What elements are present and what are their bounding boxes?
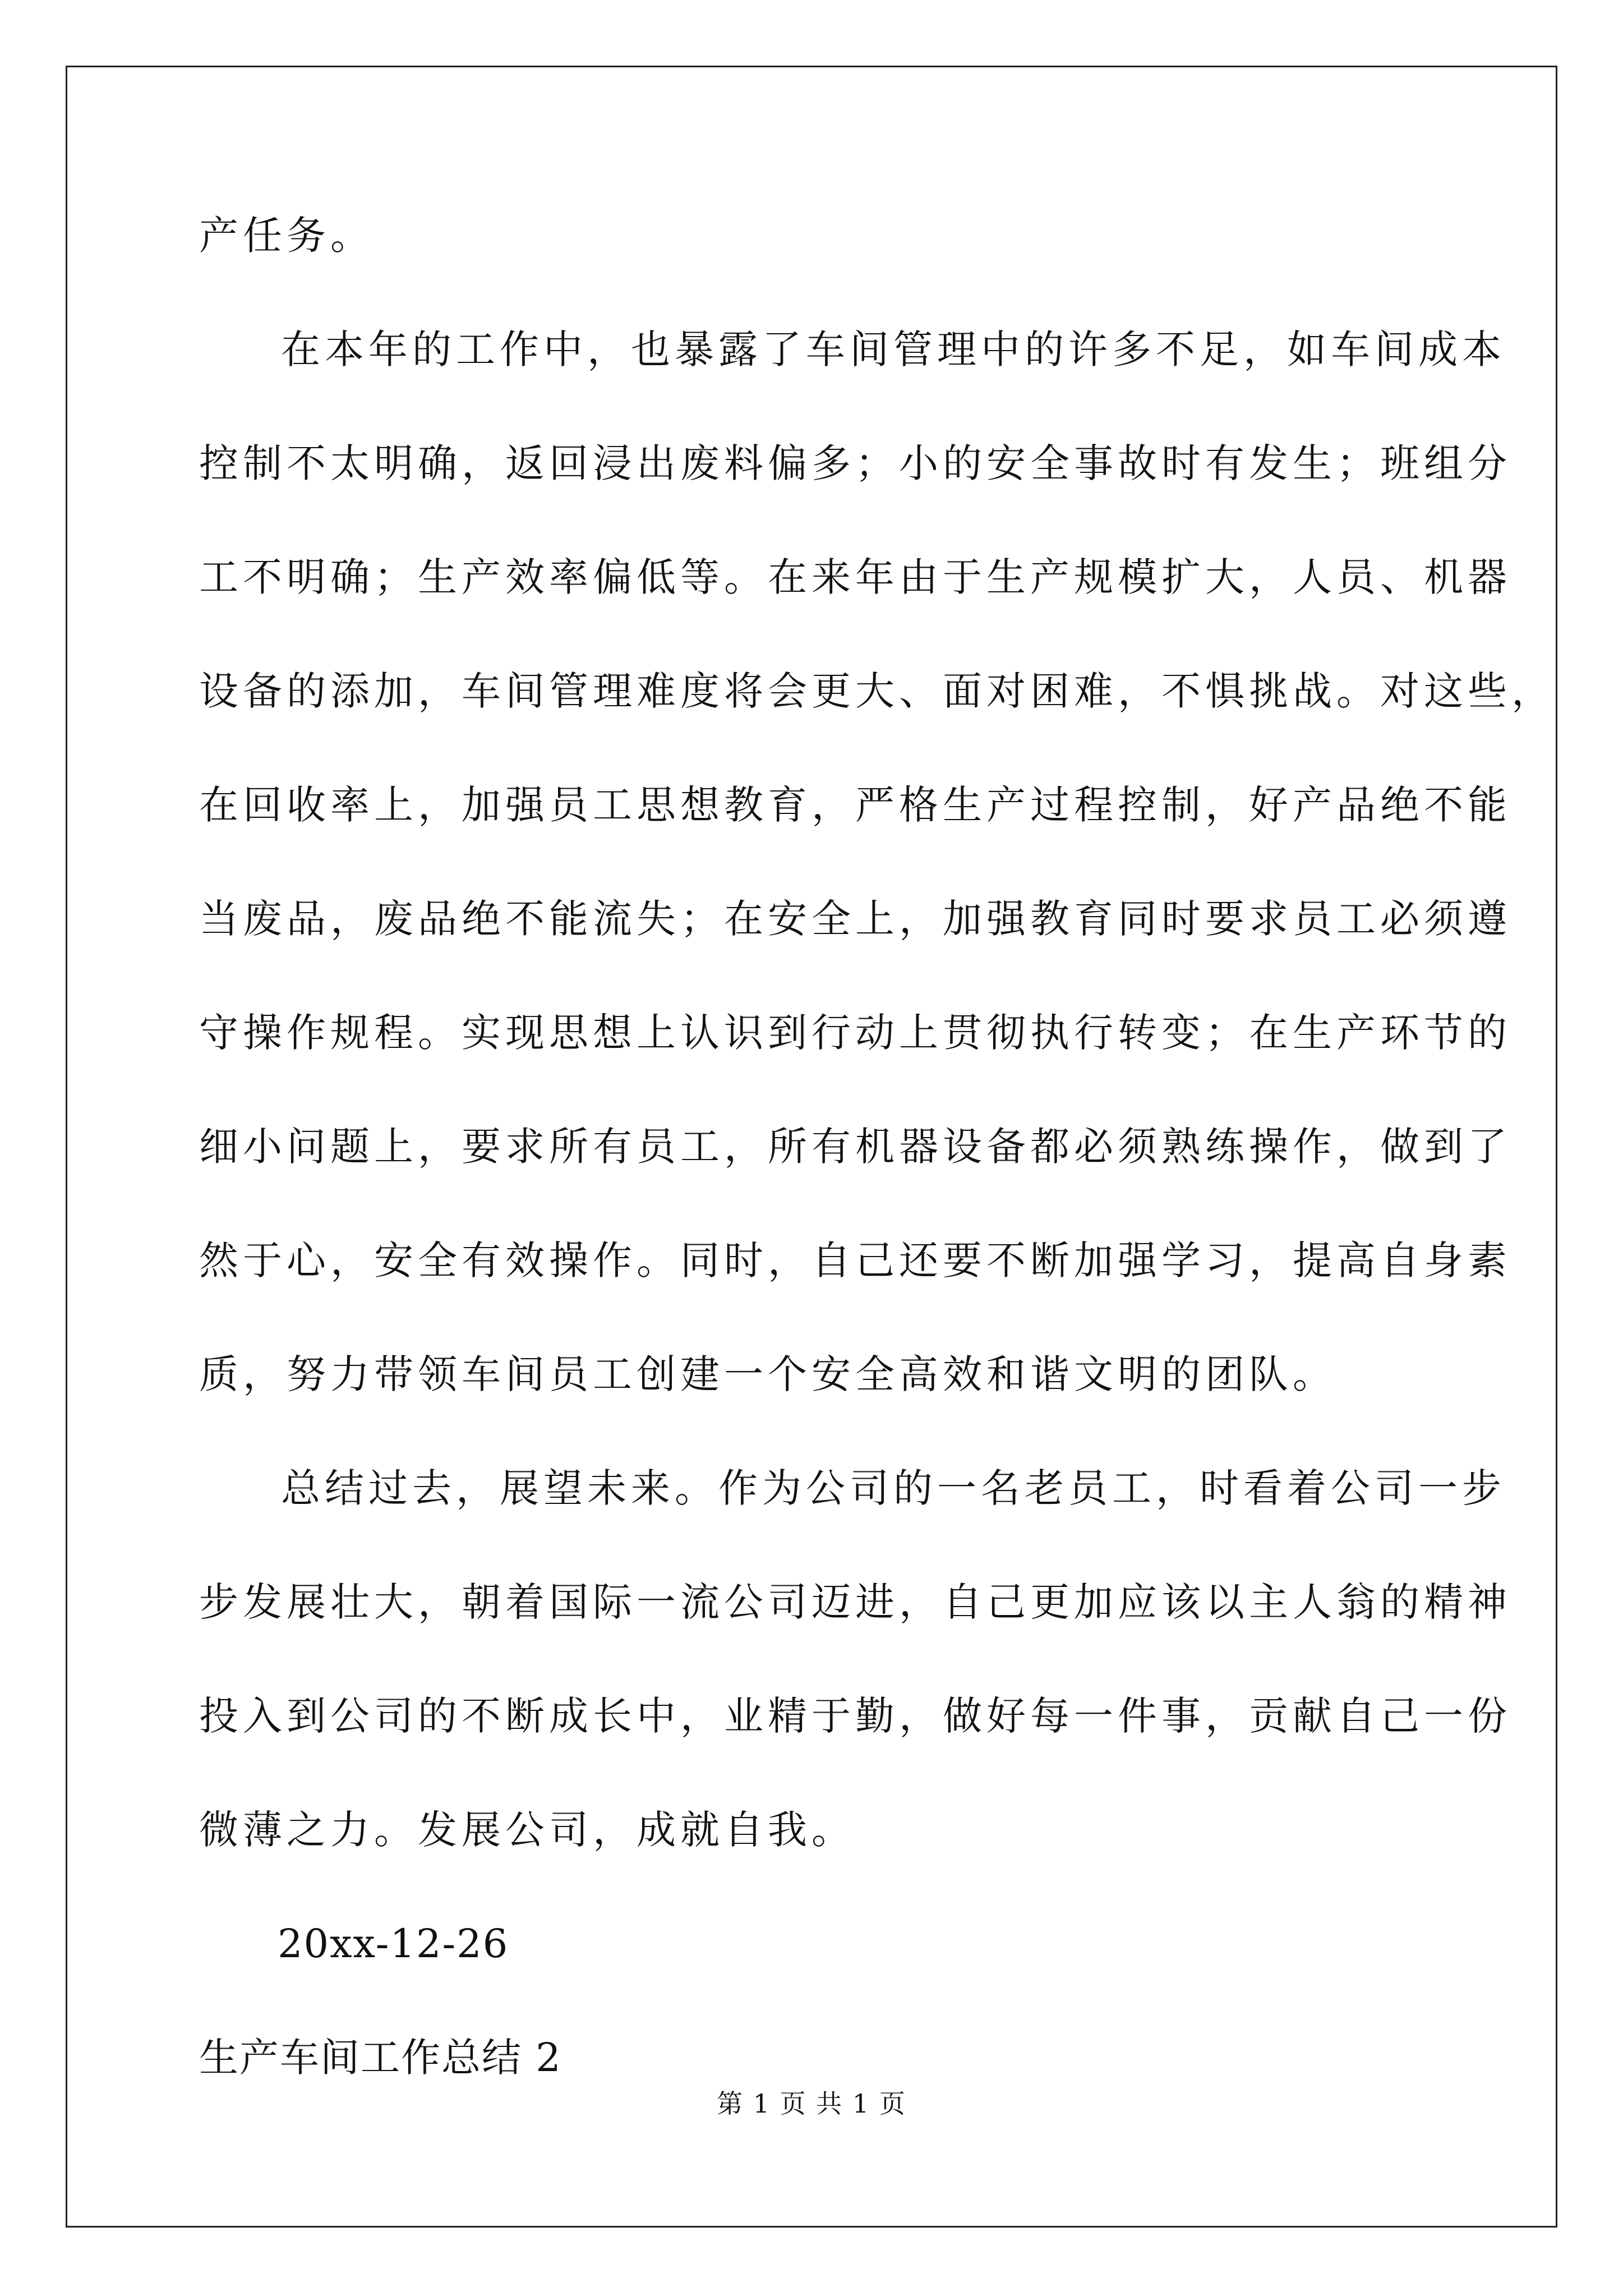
paragraph-line: 产任务。 xyxy=(199,213,374,259)
paragraph-line: 当废品，废品绝不能流失；在安全上，加强教育同时要求员工必须遵 xyxy=(199,896,1511,942)
paragraph-line: 投入到公司的不断成长中，业精于勤，做好每一件事，贡献自己一份 xyxy=(199,1693,1511,1739)
paragraph-line: 微薄之力。发展公司，成就自我。 xyxy=(199,1807,855,1853)
paragraph-line: 设备的添加，车间管理难度将会更大、面对困难，不惧挑战。对这些， xyxy=(199,668,1555,714)
paragraph-line: 质，努力带领车间员工创建一个安全高效和谐文明的团队。 xyxy=(199,1351,1336,1397)
page-footer: 第 1 页 共 1 页 xyxy=(717,2088,906,2119)
paragraph-line: 总结过去，展望未来。作为公司的一名老员工，时看着公司一步 xyxy=(281,1465,1506,1511)
section-title: 生产车间工作总结 2 xyxy=(199,2035,562,2081)
paragraph-line: 控制不太明确，返回浸出废料偏多；小的安全事故时有发生；班组分 xyxy=(199,440,1511,486)
paragraph-line: 工不明确；生产效率偏低等。在来年由于生产规模扩大，人员、机器 xyxy=(199,554,1511,600)
paragraph-line: 守操作规程。实现思想上认识到行动上贯彻执行转变；在生产环节的 xyxy=(199,1010,1511,1056)
paragraph-line: 然于心，安全有效操作。同时，自己还要不断加强学习，提高自身素 xyxy=(199,1237,1511,1283)
paragraph-line: 在本年的工作中，也暴露了车间管理中的许多不足，如车间成本 xyxy=(281,326,1506,372)
paragraph-line: 步发展壮大，朝着国际一流公司迈进，自己更加应该以主人翁的精神 xyxy=(199,1579,1511,1625)
paragraph-line: 在回收率上，加强员工思想教育，严格生产过程控制，好产品绝不能 xyxy=(199,782,1511,828)
paragraph-line: 细小问题上，要求所有员工，所有机器设备都必须熟练操作，做到了 xyxy=(199,1124,1511,1170)
document-date: 20xx-12-26 xyxy=(278,1921,509,1967)
